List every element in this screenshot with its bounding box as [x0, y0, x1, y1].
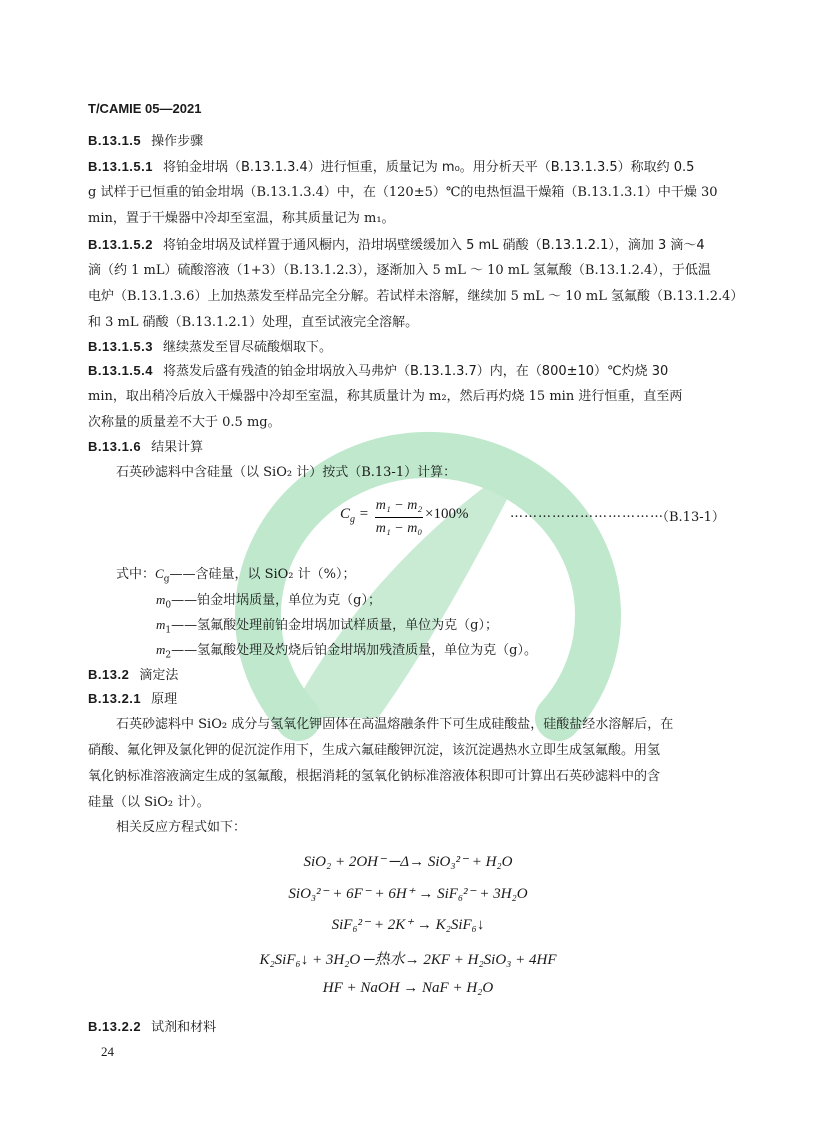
reaction-equation: SiF₆²⁻ + 2K⁺ → K₂SiF₆↓ — [331, 917, 485, 933]
section-b13-2-2: B.13.2.2 试剂和材料 — [88, 1019, 217, 1035]
page-number: 24 — [101, 1044, 114, 1059]
reaction-equation: SiO₂ + 2OH⁻ ─Δ→ SiO₃²⁻ + H₂O — [303, 854, 513, 870]
para-b13-1-5-1-line1: B.13.1.5.1 将铂金坩埚（B.13.1.3.4）进行恒重，质量记为 m₀。用分析天平（B.13.1.3.5）称取约 0.5 — [88, 159, 695, 175]
principle-line3: 氧化钠标准溶液滴定生成的氢氟酸，根据消耗的氢氧化钠标准溶液体积即可计算出石英砂滤料中的含 — [88, 769, 661, 784]
section-b13-2: B.13.2 滴定法 — [88, 667, 179, 683]
variable-row: 式中：$C_g——$含硅量，以 SiO₂ 计（%）； — [116, 566, 356, 585]
reaction-equation: SiO₃²⁻ + 6F⁻ + 6H⁺ → SiF₆²⁻ + 3H₂O — [288, 886, 528, 902]
principle-line4: 硅量（以 SiO₂ 计）。 — [88, 795, 210, 810]
para-b13-1-5-3: B.13.1.5.3 继续蒸发至冒尽硫酸烟取下。 — [88, 339, 333, 355]
para-b13-1-5-1-line2: g 试样于已恒重的铂金坩埚（B.13.1.3.4）中，在（120±5）℃的电热恒温干燥箱（B.13.1.3.1）中干燥 30 — [88, 185, 718, 200]
formula-fraction — [375, 498, 423, 537]
formula-times: ×100% — [425, 506, 469, 522]
section-b13-1-5: B.13.1.5 操作步骤 — [88, 133, 204, 149]
para-b13-1-5-2-line1: B.13.1.5.2 将铂金坩埚及试样置于通风橱内，沿坩埚壁缓缓加入 5 mL 硝酸（B.13.1.2.1），滴加 3 滴～4 — [88, 237, 705, 253]
para-b13-1-5-1-line3: min，置于干燥器中冷却至室温，称其质量记为 m₁。 — [88, 211, 395, 226]
reaction-equation: HF + NaOH → NaF + H₂O — [322, 980, 494, 996]
formula-lhs: $C_g$ = — [340, 506, 369, 525]
calc-intro: 石英砂滤料中含硅量（以 SiO₂ 计）按式（B.13-1）计算： — [116, 465, 457, 480]
variable-row: $m_2——$氢氟酸处理及灼烧后铂金坩埚加残渣质量，单位为克（g）。 — [156, 642, 537, 661]
principle-line2: 硝酸、氟化钾及氯化钾的促沉淀作用下，生成六氟硅酸钾沉淀，该沉淀遇热水立即生成氢氟酸。用氢 — [88, 743, 661, 758]
reaction-intro: 相关反应方程式如下： — [116, 820, 247, 835]
formula-denominator: m₁ − m₀ — [375, 521, 423, 536]
para-b13-1-5-2-line4: 和 3 mL 硝酸（B.13.1.2.1）处理，直至试液完全溶解。 — [88, 315, 419, 330]
variable-row: $m_0——$铂金坩埚质量，单位为克（g）； — [156, 592, 381, 611]
formula-leader-dots: …………………………… — [510, 506, 664, 521]
document-header: T/CAMIE 05—2021 — [88, 101, 202, 116]
para-b13-1-5-4-line2: min，取出稍冷后放入干燥器中冷却至室温，称其质量计为 m₂，然后再灼烧 15 min 进行恒重，直至两 — [88, 389, 683, 404]
principle-line1: 石英砂滤料中 SiO₂ 成分与氢氧化钾固体在高温熔融条件下可生成硅酸盐，硅酸盐经水溶解后，在 — [116, 717, 674, 732]
formula-number: （B.13-1） — [656, 510, 725, 525]
section-b13-2-1: B.13.2.1 原理 — [88, 691, 178, 707]
para-b13-1-5-2-line2: 滴（约 1 mL）硫酸溶液（1+3）（B.13.1.2.3），逐渐加入 5 mL ～ 10 mL 氢氟酸（B.13.1.2.4），于低温 — [88, 263, 711, 278]
section-b13-1-6: B.13.1.6 结果计算 — [88, 439, 204, 455]
variable-row: $m_1——$氢氟酸处理前铂金坩埚加试样质量，单位为克（g）； — [156, 617, 498, 636]
para-b13-1-5-4-line1: B.13.1.5.4 将蒸发后盛有残渣的铂金坩埚放入马弗炉（B.13.1.3.7）内，在（800±10）℃灼烧 30 — [88, 363, 669, 379]
formula-numerator: m₁ − m₂ — [375, 498, 423, 513]
para-b13-1-5-4-line3: 次称量的质量差不大于 0.5 mg。 — [88, 415, 281, 430]
reaction-equation: K₂SiF₆↓ + 3H₂O ─热水→ 2KF + H₂SiO₃ + 4HF — [259, 952, 557, 968]
para-b13-1-5-2-line3: 电炉（B.13.1.3.6）上加热蒸发至样品完全分解。若试样未溶解，继续加 5 mL ～ 10 mL 氢氟酸（B.13.1.2.4） — [88, 289, 744, 304]
